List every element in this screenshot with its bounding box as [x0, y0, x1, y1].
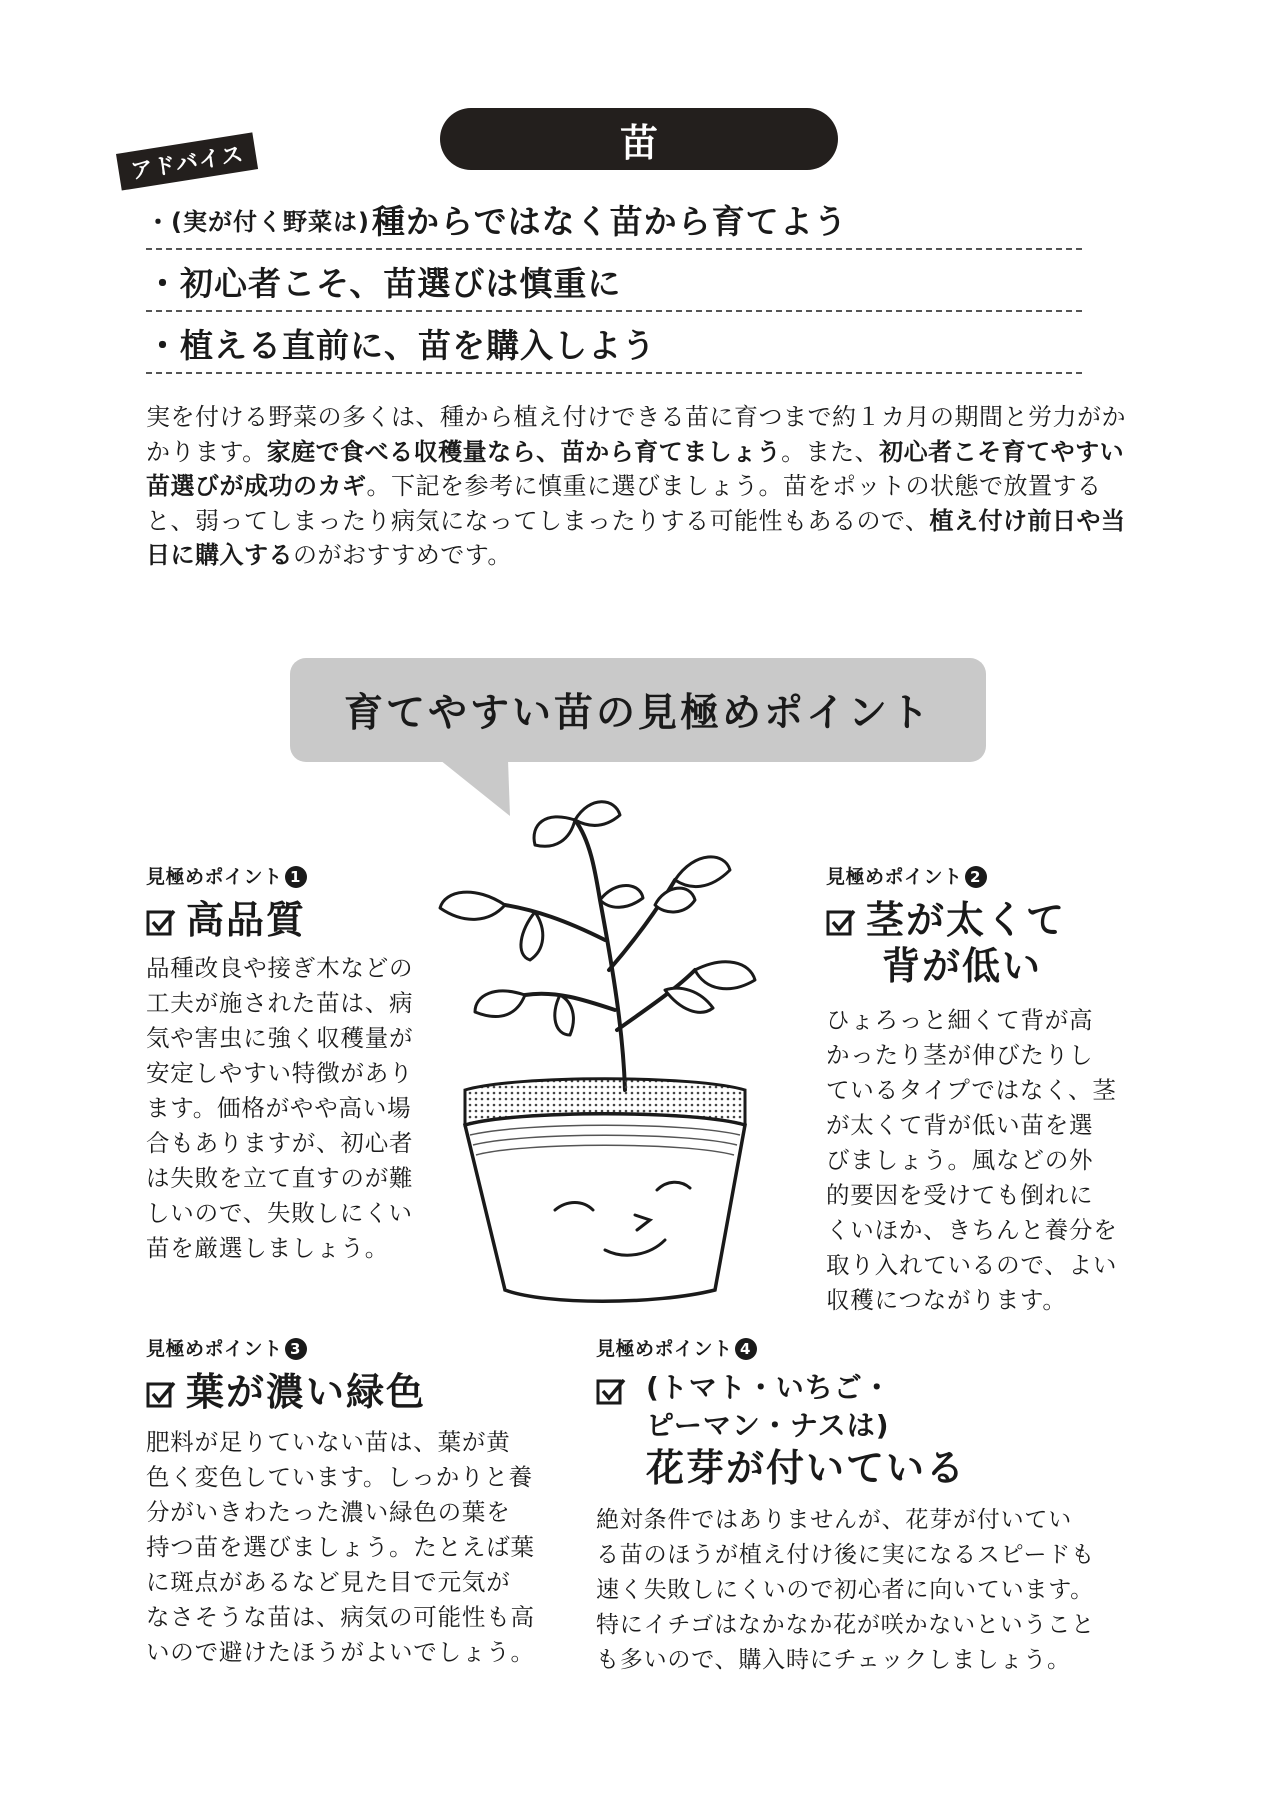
advice-item-1-prefix: ・(実が付く野菜は)	[146, 207, 370, 236]
point-4	[596, 1334, 1156, 1678]
point-4-label-text: 見極めポイント	[596, 1338, 733, 1360]
body-line: ひょろっと細くて背が高	[826, 1006, 1094, 1034]
body-line: いので避けたほうがよいでしょう。	[146, 1638, 535, 1666]
body-line: ます。価格がやや高い場	[146, 1094, 412, 1122]
point-4-body	[596, 1503, 1156, 1678]
point-2	[826, 862, 1136, 1318]
point-3-body	[146, 1425, 566, 1670]
body-line: 気や害虫に強く収穫量が	[146, 1024, 414, 1052]
intro-bold-3: 植え付け前日や当日に購入する	[146, 506, 1126, 569]
point-1-label-text: 見極めポイント	[146, 866, 283, 888]
body-line: なさそうな苗は、病気の可能性も高	[146, 1603, 535, 1631]
body-line: 取り入れているので、よい	[826, 1251, 1118, 1279]
point-1-label	[146, 862, 446, 889]
section-title-text: 苗	[619, 120, 658, 165]
advice-item-2	[146, 252, 1082, 312]
body-line: が太くて背が低い苗を選	[826, 1111, 1094, 1139]
advice-item-2-text: ・初心者こそ、苗選びは慎重に	[146, 263, 622, 303]
body-line: くいほか、きちんと養分を	[826, 1216, 1118, 1244]
body-line: びましょう。風などの外	[826, 1146, 1094, 1174]
body-line: も多いので、購入時にチェックしましょう。	[596, 1647, 1071, 1673]
checkbox-icon	[146, 1380, 176, 1410]
point-3	[146, 1334, 566, 1670]
point-4-heading-sub-1: (トマト・いちご・	[646, 1371, 892, 1404]
body-line: 肥料が足りていない苗は、葉が黄	[146, 1428, 511, 1456]
advice-item-1-text: 種からではなく苗から育てよう	[371, 201, 848, 241]
point-3-number-badge: 3	[285, 1338, 307, 1360]
point-3-label	[146, 1334, 566, 1361]
point-2-body	[826, 1003, 1136, 1318]
body-line: ているタイプではなく、茎	[826, 1076, 1117, 1104]
body-line: に斑点があるなど見た目で元気が	[146, 1568, 511, 1596]
point-4-label	[596, 1334, 1156, 1361]
intro-text-1: 実を付ける野菜の多くは、種から植え付けできる苗に育つまで約１カ月の期間と労力がかかります。	[146, 403, 1126, 466]
intro-bold-1: 家庭で食べる収穫量なら、苗から育てましょう	[266, 437, 782, 466]
point-2-heading-line-2: 背が低い	[882, 944, 1043, 988]
advice-item-3-text: ・植える直前に、苗を購入しよう	[146, 325, 656, 365]
body-line: 分がいきわたった濃い緑色の葉を	[146, 1498, 511, 1526]
intro-text-2: 。また、	[781, 437, 880, 466]
point-1	[146, 862, 446, 1266]
body-line: 持つ苗を選びましょう。たとえば葉	[146, 1533, 535, 1561]
point-1-heading	[146, 897, 446, 943]
points-title: 育てやすい苗の見極めポイント	[343, 691, 932, 736]
body-line: 速く失敗しにくいので初心者に向いています。	[596, 1577, 1094, 1603]
body-line: 工夫が施された苗は、病	[146, 989, 414, 1017]
body-line: 特にイチゴはなかなか花が咲かないということ	[596, 1612, 1095, 1638]
point-2-number-badge: 2	[965, 866, 987, 888]
checkbox-icon	[596, 1377, 626, 1407]
body-line: 的要因を受けても倒れに	[826, 1181, 1094, 1209]
body-line: しいので、失敗しにくい	[146, 1199, 413, 1227]
points-speech-bubble	[290, 658, 986, 762]
advice-item-3	[146, 314, 1082, 374]
body-line: 品種改良や接ぎ木などの	[146, 954, 414, 982]
body-line: 収穫につながります。	[826, 1286, 1067, 1314]
seedling-pot-illustration	[395, 790, 795, 1310]
body-line: 色く変色しています。しっかりと養	[146, 1463, 533, 1491]
body-line: かったり茎が伸びたりし	[826, 1041, 1094, 1069]
checkbox-icon	[146, 908, 176, 938]
section-title	[440, 108, 838, 170]
body-line: 合もありますが、初心者	[146, 1129, 414, 1157]
point-3-heading-text: 葉が濃い緑色	[186, 1370, 427, 1414]
point-2-heading	[826, 897, 1136, 989]
body-line: は失敗を立て直すのが難	[146, 1164, 414, 1192]
point-4-heading-sub-2: ピーマン・ナスは)	[646, 1409, 890, 1442]
intro-text-4: のがおすすめです。	[293, 541, 512, 569]
point-4-number-badge: 4	[735, 1338, 757, 1360]
point-3-label-text: 見極めポイント	[146, 1338, 283, 1360]
intro-text-3: 。下記を参考に慎重に選びましょう。苗をポットの状態で放置すると、弱ってしまったり病気になってしまったりする可能性もあるので、	[146, 472, 1102, 535]
intro-bold-2: 初心者こそ育てやすい苗選びが成功のカギ	[146, 437, 1125, 500]
body-line: 苗を厳選しましょう。	[146, 1234, 389, 1262]
body-line: 絶対条件ではありませんが、花芽が付いてい	[596, 1507, 1072, 1533]
point-1-heading-text: 高品質	[186, 898, 307, 942]
body-line: 安定しやすい特徴があり	[146, 1059, 414, 1087]
point-3-heading	[146, 1369, 566, 1415]
intro-paragraph	[146, 400, 1132, 573]
advice-item-1	[146, 190, 1082, 250]
advice-tag: アドバイス	[116, 132, 258, 190]
point-2-label	[826, 862, 1136, 889]
point-1-body	[146, 951, 446, 1266]
body-line: る苗のほうが植え付け後に実になるスピードも	[596, 1542, 1095, 1568]
point-4-heading	[596, 1369, 1156, 1491]
checkbox-icon	[826, 908, 856, 938]
point-2-label-text: 見極めポイント	[826, 866, 963, 888]
point-4-heading-text: 花芽が付いている	[646, 1446, 967, 1490]
point-1-number-badge: 1	[285, 866, 307, 888]
point-2-heading-line-1: 茎が太くて	[866, 898, 1067, 942]
